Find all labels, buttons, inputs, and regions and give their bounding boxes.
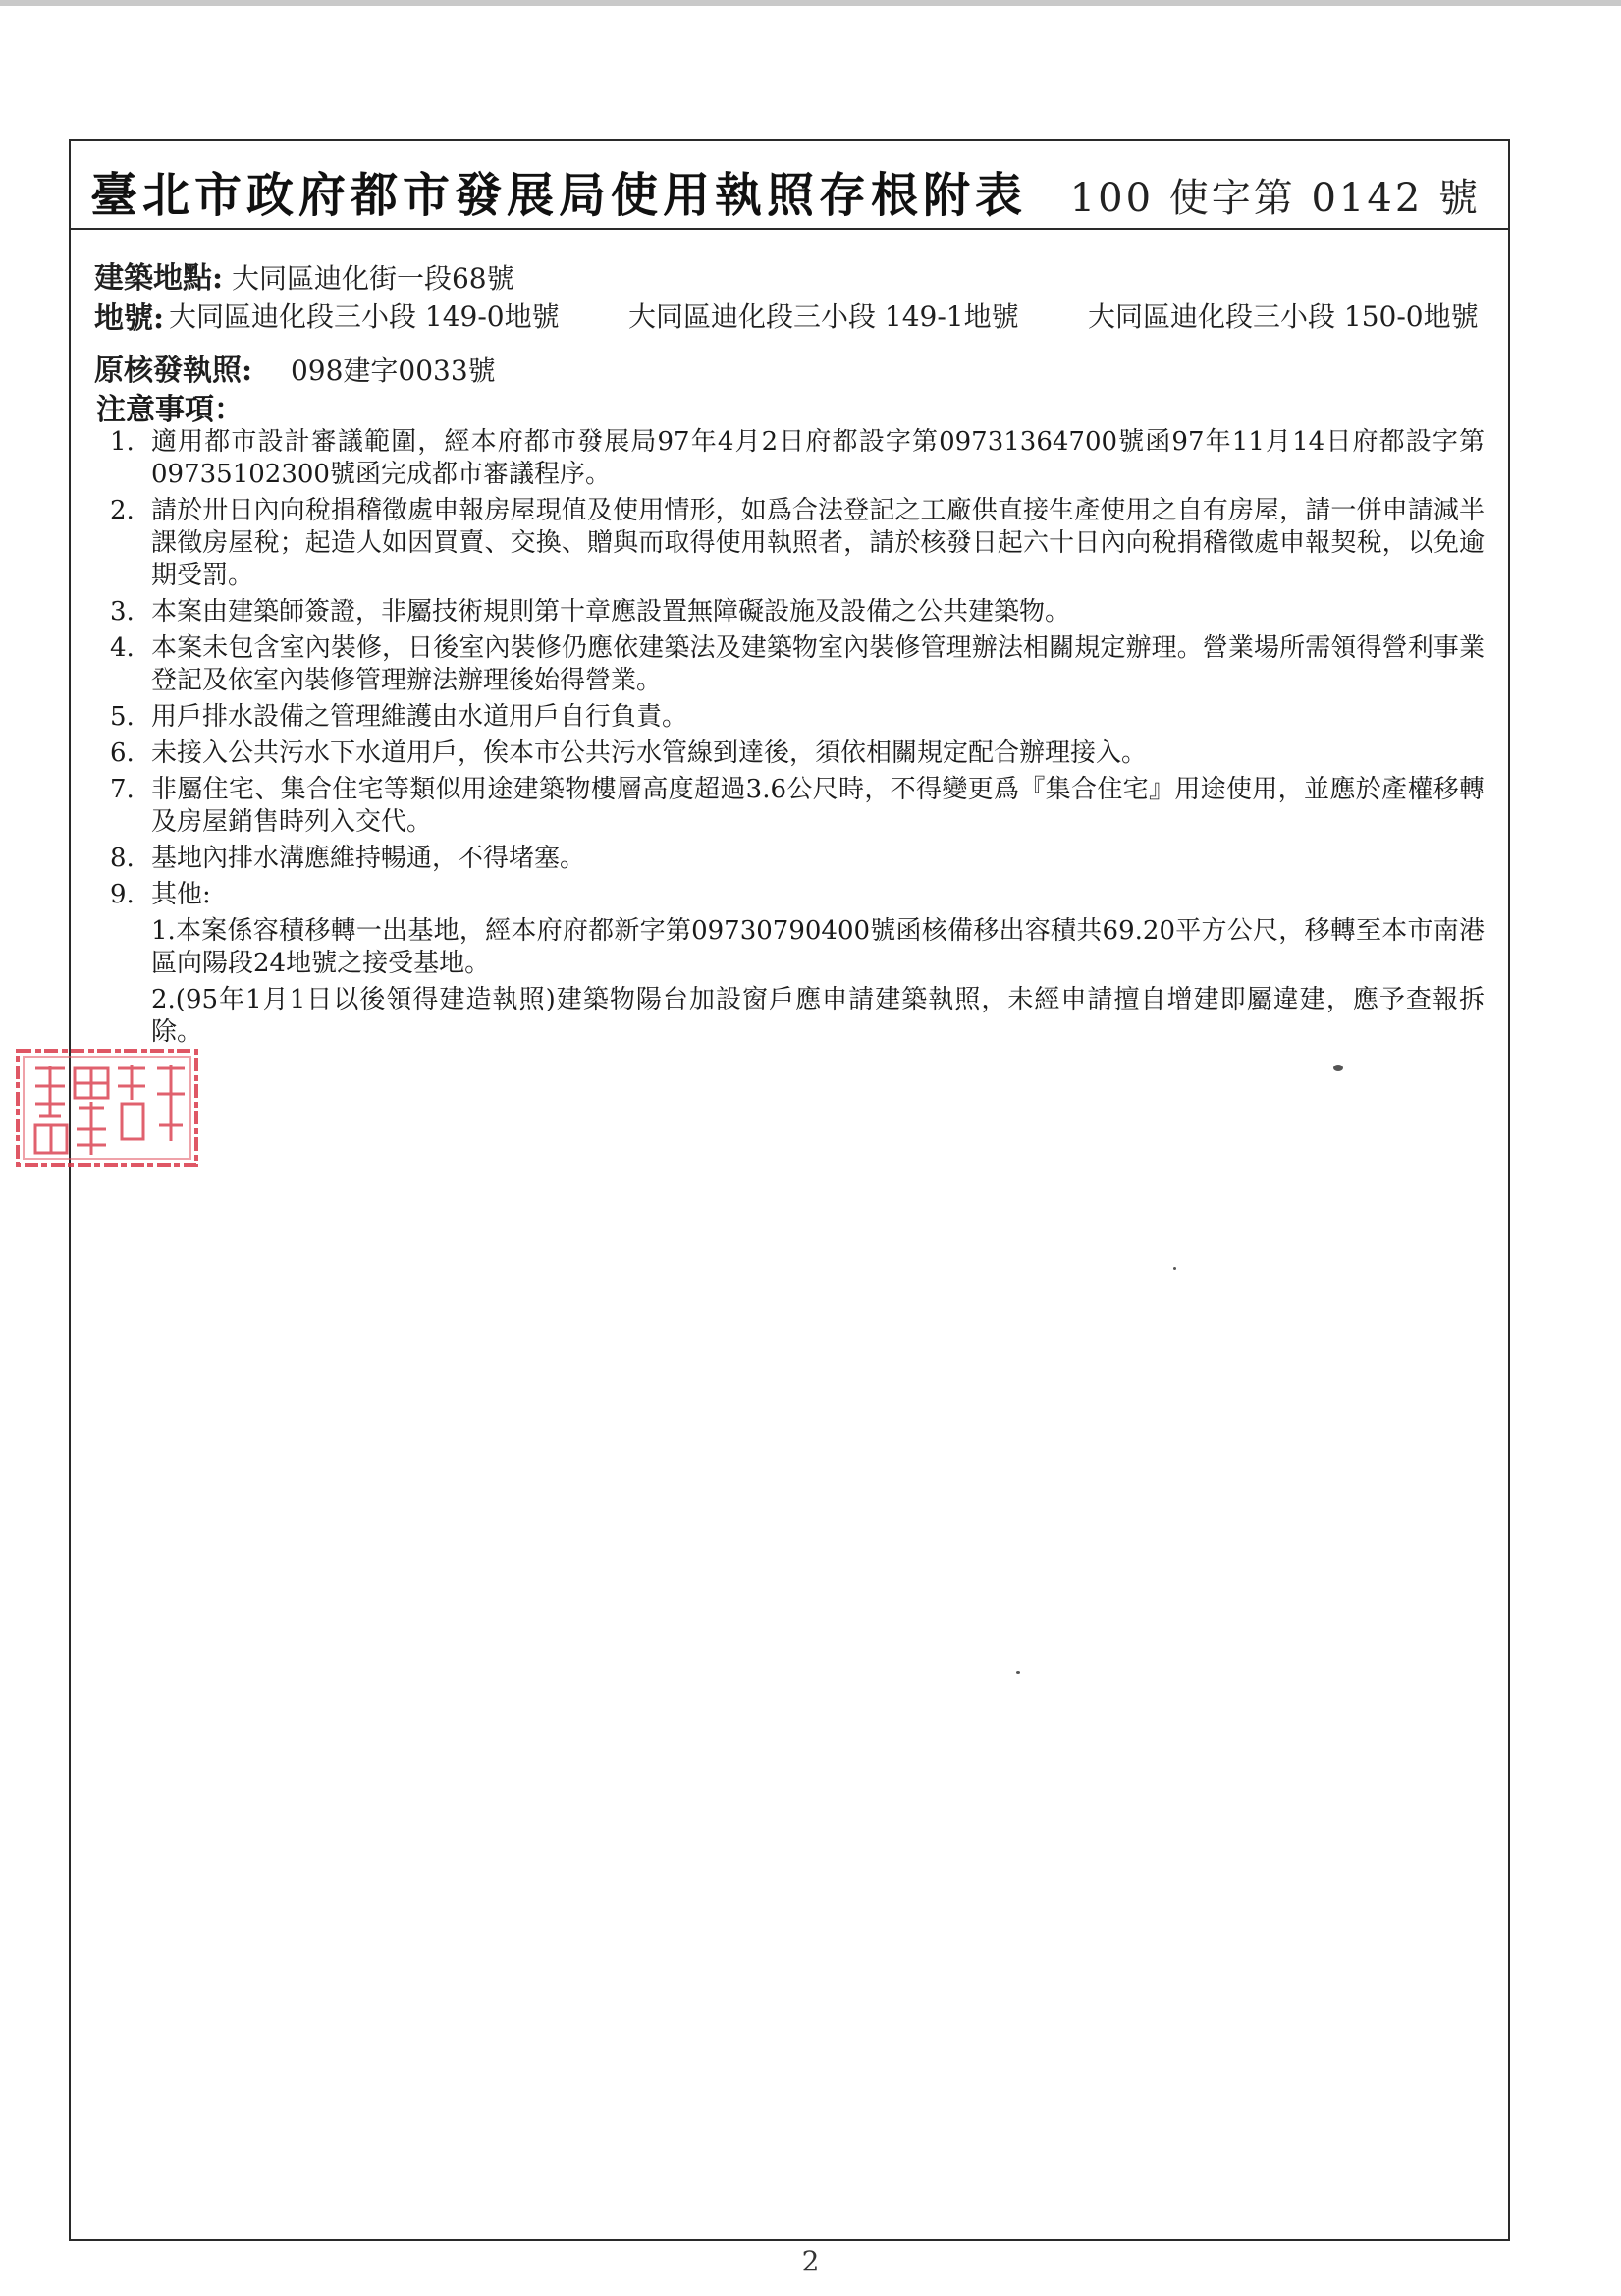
list-item: 7. 非屬住宅、集合住宅等類似用途建築物樓層高度超過3.6公尺時，不得變更爲『集合住宅』用途使用，並應於產權移轉及房屋銷售時列入交代。	[110, 775, 1485, 837]
document-title: 臺北市政府都市發展局使用執照存根附表	[90, 168, 1028, 223]
lot-number: 大同區迪化段三小段 149-0地號	[169, 301, 560, 333]
scan-speck	[1333, 1065, 1343, 1071]
original-license-value: 098建字0033號	[290, 355, 496, 387]
list-item: 4. 本案未包含室內裝修，日後室內裝修仍應依建築法及建築物室內裝修管理辦法相關規定辦理。營業場所需領得營利事業登記及依室內裝修管理辦法辦理後始得營業。	[110, 633, 1485, 695]
lot-number: 大同區迪化段三小段 150-0地號	[1088, 301, 1479, 333]
list-item: 6. 未接入公共污水下水道用戶，俟本市公共污水管線到達後，須依相關規定配合辦理接入。	[110, 738, 1148, 768]
other-note: 2.(95年1月1日以後領得建造執照)建築物陽台加設窗戶應申請建築執照，未經申請擅自增建即屬違建，應予查報拆除。	[151, 985, 1485, 1047]
building-location-value: 大同區迪化街一段68號	[231, 262, 514, 295]
list-item: 5. 用戶排水設備之管理維護由水道用戶自行負責。	[110, 702, 688, 732]
seal-text: 臺北市政府都市發展局用印	[107, 1047, 119, 1048]
lot-number: 大同區迪化段三小段 149-1地號	[628, 301, 1019, 333]
list-item: 1. 適用都市設計審議範圍，經本府都市發展局97年4月2日府都設字第09731364700號函97年11月14日府都設字第09735102300號函完成都市審議程序。	[110, 427, 1485, 489]
lot-label-wrap	[94, 294, 164, 337]
scan-speck	[1016, 1671, 1020, 1674]
page-number: 2	[801, 2245, 820, 2277]
scan-edge	[0, 0, 1621, 6]
document-frame	[69, 139, 1510, 2241]
list-item: 3. 本案由建築師簽證，非屬技術規則第十章應設置無障礙設施及設備之公共建築物。	[110, 597, 1071, 627]
list-item: 9. 其他: 1.本案係容積移轉一出基地，經本府府都新字第09730790400號函核備移出容積共69.20平方公尺，移轉至本市南港區向陽段24地號之接受基地。 2.(95年1月1日以後領得建造執照)建築物陽台加設窗戶應申請建築執照，未經申請擅自增建即屬違建，應予查報拆除。	[110, 880, 1485, 1047]
list-item: 2. 請於卅日內向稅捐稽徵處申報房屋現值及使用情形，如爲合法登記之工廠供直接生產使用之自有房屋，請一併申請減半課徵房屋稅；起造人如因買賣、交換、贈與而取得使用執照者，請於核發日起六十日內向稅捐稽徵處申報契稅，以免逾期受罰。	[110, 496, 1485, 590]
header-row	[71, 141, 1508, 230]
building-location-label: 建築地點:	[94, 261, 224, 296]
official-seal-stamp	[14, 1047, 200, 1169]
other-note: 1.本案係容積移轉一出基地，經本府府都新字第09730790400號函核備移出容積共69.20平方公尺，移轉至本市南港區向陽段24地號之接受基地。	[151, 916, 1485, 978]
original-license	[94, 346, 496, 389]
list-item: 8. 基地內排水溝應維持暢通，不得堵塞。	[110, 844, 586, 873]
notes-list	[110, 426, 1485, 1053]
building-location	[94, 253, 514, 297]
scan-speck	[1173, 1267, 1176, 1270]
original-license-label: 原核發執照:	[94, 354, 253, 388]
permit-number: 100 使字第 0142 號	[1069, 176, 1481, 221]
notes-heading: 注意事項：	[96, 393, 243, 427]
lot-label: 地號:	[94, 301, 165, 336]
